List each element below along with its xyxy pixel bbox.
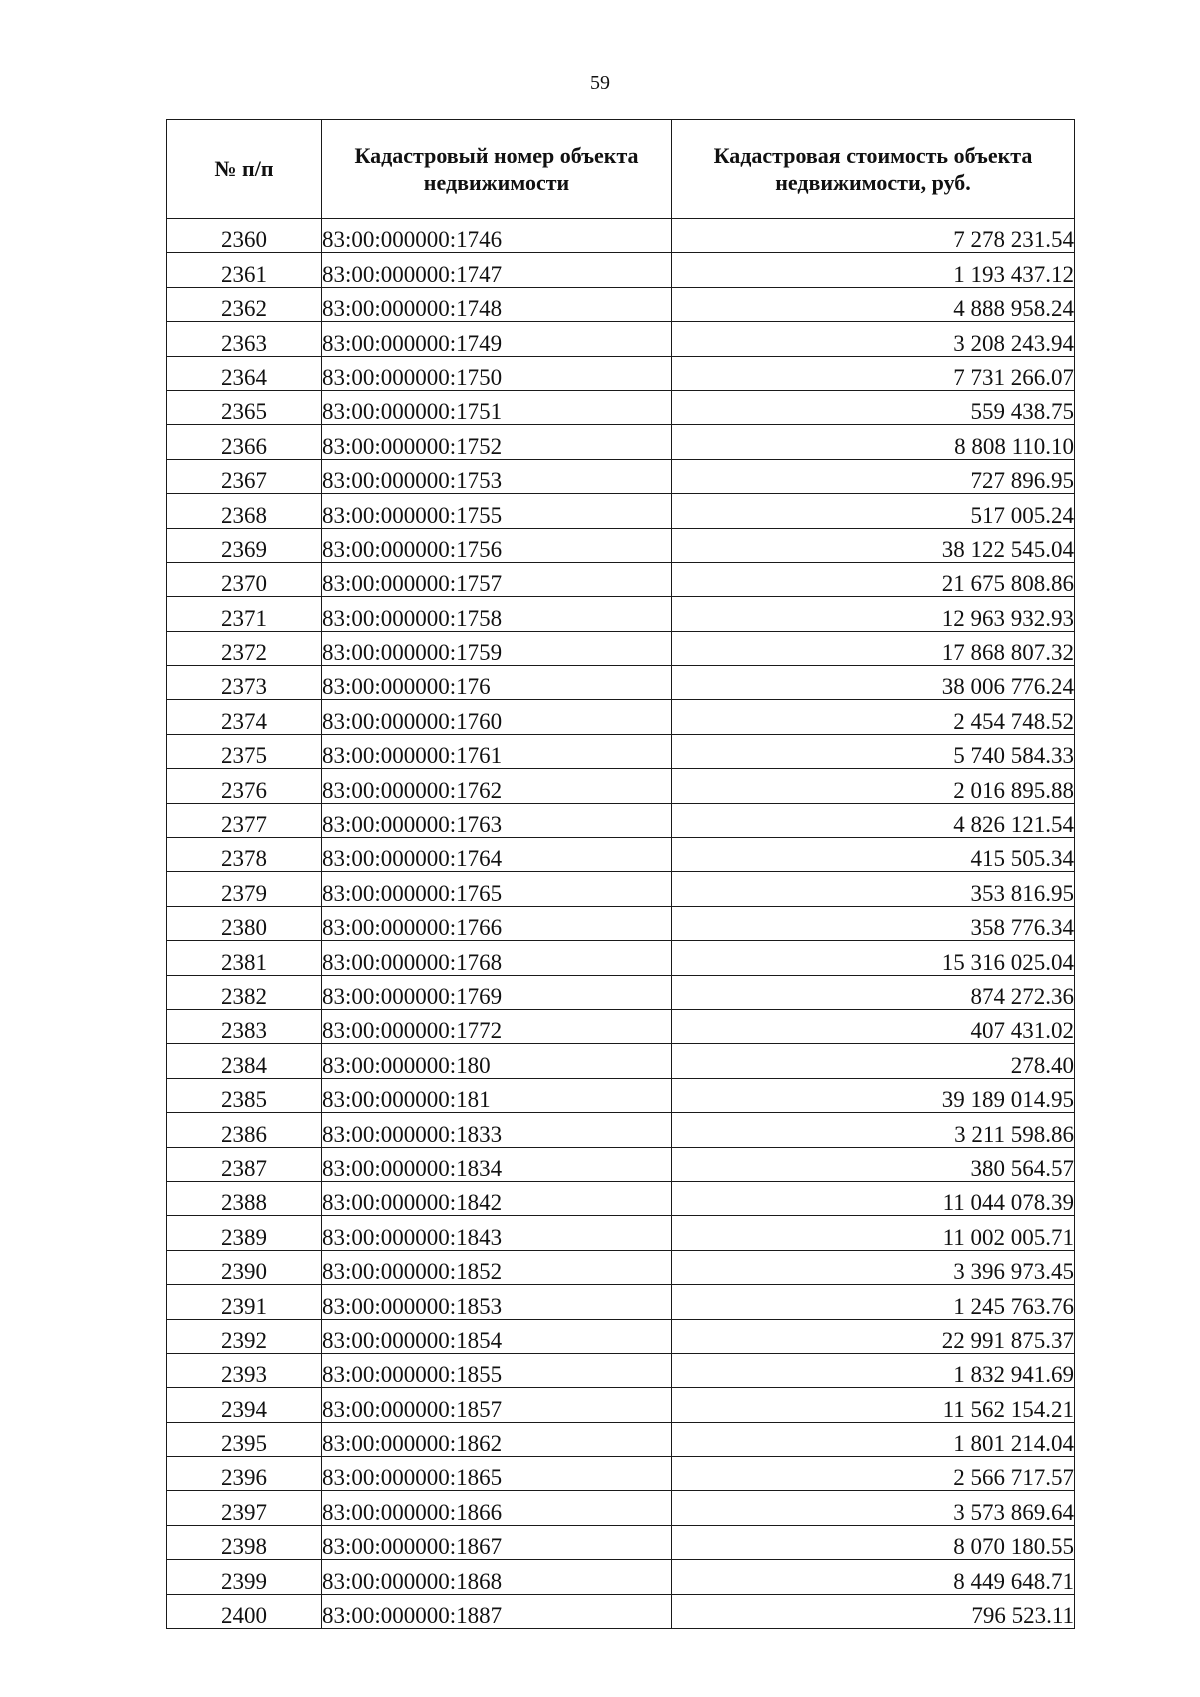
cadastral-value: 4 888 958.24 [672, 287, 1075, 321]
table-header [167, 120, 1075, 219]
table-row [167, 356, 1075, 390]
cadastral-value: 2 016 895.88 [672, 769, 1075, 803]
row-number: 2399 [167, 1560, 322, 1594]
cadastral-value: 407 431.02 [672, 1009, 1075, 1043]
table-row [167, 941, 1075, 975]
table-row [167, 494, 1075, 528]
row-number: 2365 [167, 390, 322, 424]
cadastral-value: 358 776.34 [672, 906, 1075, 940]
row-number: 2395 [167, 1422, 322, 1456]
cadastral-number: 83:00:000000:1750 [322, 356, 672, 390]
cadastral-number: 83:00:000000:1766 [322, 906, 672, 940]
row-number: 2385 [167, 1078, 322, 1112]
cadastral-value: 39 189 014.95 [672, 1078, 1075, 1112]
table-body [167, 219, 1075, 1629]
row-number: 2370 [167, 562, 322, 596]
row-number: 2361 [167, 253, 322, 287]
table-row [167, 1457, 1075, 1491]
row-number: 2400 [167, 1594, 322, 1628]
cadastral-value: 7 731 266.07 [672, 356, 1075, 390]
cadastral-value: 415 505.34 [672, 838, 1075, 872]
cadastral-value: 2 454 748.52 [672, 700, 1075, 734]
cadastral-number: 83:00:000000:1852 [322, 1250, 672, 1284]
cadastral-number: 83:00:000000:1760 [322, 700, 672, 734]
cadastral-number: 83:00:000000:1842 [322, 1181, 672, 1215]
cadastral-number: 83:00:000000:176 [322, 666, 672, 700]
row-number: 2362 [167, 287, 322, 321]
row-number: 2369 [167, 528, 322, 562]
cadastral-number: 83:00:000000:1757 [322, 562, 672, 596]
cadastral-value: 517 005.24 [672, 494, 1075, 528]
cadastral-number: 83:00:000000:1833 [322, 1113, 672, 1147]
header-cadastral-number: Кадастровый номер объекта недвижимости [322, 120, 672, 219]
row-number: 2390 [167, 1250, 322, 1284]
cadastral-number: 83:00:000000:1747 [322, 253, 672, 287]
row-number: 2375 [167, 734, 322, 768]
cadastral-value: 8 808 110.10 [672, 425, 1075, 459]
table-row [167, 1319, 1075, 1353]
table-row [167, 597, 1075, 631]
row-number: 2363 [167, 322, 322, 356]
cadastral-number: 83:00:000000:1866 [322, 1491, 672, 1525]
row-number: 2368 [167, 494, 322, 528]
table-row [167, 1078, 1075, 1112]
cadastral-value: 15 316 025.04 [672, 941, 1075, 975]
table-row [167, 1388, 1075, 1422]
row-number: 2371 [167, 597, 322, 631]
row-number: 2398 [167, 1525, 322, 1559]
table-row [167, 975, 1075, 1009]
cadastral-number: 83:00:000000:1755 [322, 494, 672, 528]
table-row [167, 734, 1075, 768]
table-row [167, 838, 1075, 872]
cadastral-value: 7 278 231.54 [672, 219, 1075, 253]
cadastral-number: 83:00:000000:1769 [322, 975, 672, 1009]
table-row [167, 1044, 1075, 1078]
cadastral-value: 353 816.95 [672, 872, 1075, 906]
table-row [167, 769, 1075, 803]
row-number: 2393 [167, 1353, 322, 1387]
table-row [167, 1353, 1075, 1387]
cadastral-value: 11 002 005.71 [672, 1216, 1075, 1250]
cadastral-number: 83:00:000000:1764 [322, 838, 672, 872]
cadastral-number: 83:00:000000:1853 [322, 1285, 672, 1319]
row-number: 2379 [167, 872, 322, 906]
cadastral-value: 3 211 598.86 [672, 1113, 1075, 1147]
cadastral-number: 83:00:000000:1834 [322, 1147, 672, 1181]
table-row [167, 631, 1075, 665]
cadastral-value: 5 740 584.33 [672, 734, 1075, 768]
table-row [167, 1113, 1075, 1147]
table-row [167, 390, 1075, 424]
cadastral-number: 83:00:000000:1862 [322, 1422, 672, 1456]
cadastral-value: 21 675 808.86 [672, 562, 1075, 596]
header-cadastral-value: Кадастровая стоимость объекта недвижимости, руб. [672, 120, 1075, 219]
row-number: 2378 [167, 838, 322, 872]
row-number: 2391 [167, 1285, 322, 1319]
table-row [167, 666, 1075, 700]
row-number: 2376 [167, 769, 322, 803]
cadastral-value: 8 070 180.55 [672, 1525, 1075, 1559]
cadastral-number: 83:00:000000:1758 [322, 597, 672, 631]
row-number: 2394 [167, 1388, 322, 1422]
row-number: 2386 [167, 1113, 322, 1147]
cadastral-value: 1 832 941.69 [672, 1353, 1075, 1387]
cadastral-value: 559 438.75 [672, 390, 1075, 424]
cadastral-number: 83:00:000000:1887 [322, 1594, 672, 1628]
cadastral-value: 38 122 545.04 [672, 528, 1075, 562]
table-row [167, 287, 1075, 321]
cadastral-number: 83:00:000000:1752 [322, 425, 672, 459]
table-row [167, 1147, 1075, 1181]
row-number: 2366 [167, 425, 322, 459]
cadastral-number: 83:00:000000:1748 [322, 287, 672, 321]
table-row [167, 253, 1075, 287]
cadastral-number: 83:00:000000:1746 [322, 219, 672, 253]
row-number: 2384 [167, 1044, 322, 1078]
cadastral-value: 278.40 [672, 1044, 1075, 1078]
table-row [167, 459, 1075, 493]
table-row [167, 1525, 1075, 1559]
cadastral-number: 83:00:000000:1759 [322, 631, 672, 665]
cadastral-value: 38 006 776.24 [672, 666, 1075, 700]
table-row [167, 1491, 1075, 1525]
table-row [167, 872, 1075, 906]
cadastral-value: 380 564.57 [672, 1147, 1075, 1181]
row-number: 2360 [167, 219, 322, 253]
header-number: № п/п [167, 120, 322, 219]
cadastral-value: 12 963 932.93 [672, 597, 1075, 631]
table-row [167, 906, 1075, 940]
row-number: 2387 [167, 1147, 322, 1181]
cadastral-value: 727 896.95 [672, 459, 1075, 493]
row-number: 2397 [167, 1491, 322, 1525]
table-row [167, 219, 1075, 253]
cadastral-number: 83:00:000000:1762 [322, 769, 672, 803]
table-row [167, 1422, 1075, 1456]
cadastral-number: 83:00:000000:1761 [322, 734, 672, 768]
row-number: 2367 [167, 459, 322, 493]
cadastral-value: 8 449 648.71 [672, 1560, 1075, 1594]
row-number: 2364 [167, 356, 322, 390]
cadastral-number: 83:00:000000:1751 [322, 390, 672, 424]
row-number: 2381 [167, 941, 322, 975]
cadastral-number: 83:00:000000:1753 [322, 459, 672, 493]
row-number: 2392 [167, 1319, 322, 1353]
cadastral-value: 1 801 214.04 [672, 1422, 1075, 1456]
cadastral-value: 3 396 973.45 [672, 1250, 1075, 1284]
cadastral-number: 83:00:000000:1867 [322, 1525, 672, 1559]
cadastral-number: 83:00:000000:1865 [322, 1457, 672, 1491]
cadastral-value: 3 573 869.64 [672, 1491, 1075, 1525]
table-row [167, 1594, 1075, 1628]
cadastral-number: 83:00:000000:1855 [322, 1353, 672, 1387]
cadastral-value: 1 245 763.76 [672, 1285, 1075, 1319]
cadastral-number: 83:00:000000:1765 [322, 872, 672, 906]
table-row [167, 1181, 1075, 1215]
cadastral-number: 83:00:000000:1843 [322, 1216, 672, 1250]
cadastral-value-table [166, 119, 1075, 1629]
row-number: 2373 [167, 666, 322, 700]
cadastral-number: 83:00:000000:1756 [322, 528, 672, 562]
cadastral-number: 83:00:000000:181 [322, 1078, 672, 1112]
table-row [167, 1216, 1075, 1250]
cadastral-value: 17 868 807.32 [672, 631, 1075, 665]
table-row [167, 1009, 1075, 1043]
cadastral-number: 83:00:000000:1763 [322, 803, 672, 837]
row-number: 2374 [167, 700, 322, 734]
table-row [167, 425, 1075, 459]
table-row [167, 562, 1075, 596]
cadastral-value: 11 044 078.39 [672, 1181, 1075, 1215]
cadastral-value: 22 991 875.37 [672, 1319, 1075, 1353]
cadastral-value: 1 193 437.12 [672, 253, 1075, 287]
row-number: 2383 [167, 1009, 322, 1043]
table-row [167, 528, 1075, 562]
row-number: 2382 [167, 975, 322, 1009]
row-number: 2372 [167, 631, 322, 665]
table-row [167, 700, 1075, 734]
header-row [167, 120, 1075, 219]
cadastral-number: 83:00:000000:1768 [322, 941, 672, 975]
table-row [167, 1560, 1075, 1594]
cadastral-number: 83:00:000000:1854 [322, 1319, 672, 1353]
table-row [167, 1285, 1075, 1319]
table-row [167, 803, 1075, 837]
cadastral-number: 83:00:000000:1857 [322, 1388, 672, 1422]
cadastral-number: 83:00:000000:1749 [322, 322, 672, 356]
cadastral-value: 11 562 154.21 [672, 1388, 1075, 1422]
cadastral-value: 874 272.36 [672, 975, 1075, 1009]
row-number: 2380 [167, 906, 322, 940]
cadastral-value: 2 566 717.57 [672, 1457, 1075, 1491]
table-row [167, 322, 1075, 356]
table-row [167, 1250, 1075, 1284]
cadastral-value: 3 208 243.94 [672, 322, 1075, 356]
cadastral-number: 83:00:000000:1868 [322, 1560, 672, 1594]
row-number: 2388 [167, 1181, 322, 1215]
page-number: 59 [590, 72, 610, 94]
cadastral-number: 83:00:000000:180 [322, 1044, 672, 1078]
cadastral-number: 83:00:000000:1772 [322, 1009, 672, 1043]
cadastral-value: 4 826 121.54 [672, 803, 1075, 837]
row-number: 2377 [167, 803, 322, 837]
row-number: 2396 [167, 1457, 322, 1491]
cadastral-value: 796 523.11 [672, 1594, 1075, 1628]
row-number: 2389 [167, 1216, 322, 1250]
